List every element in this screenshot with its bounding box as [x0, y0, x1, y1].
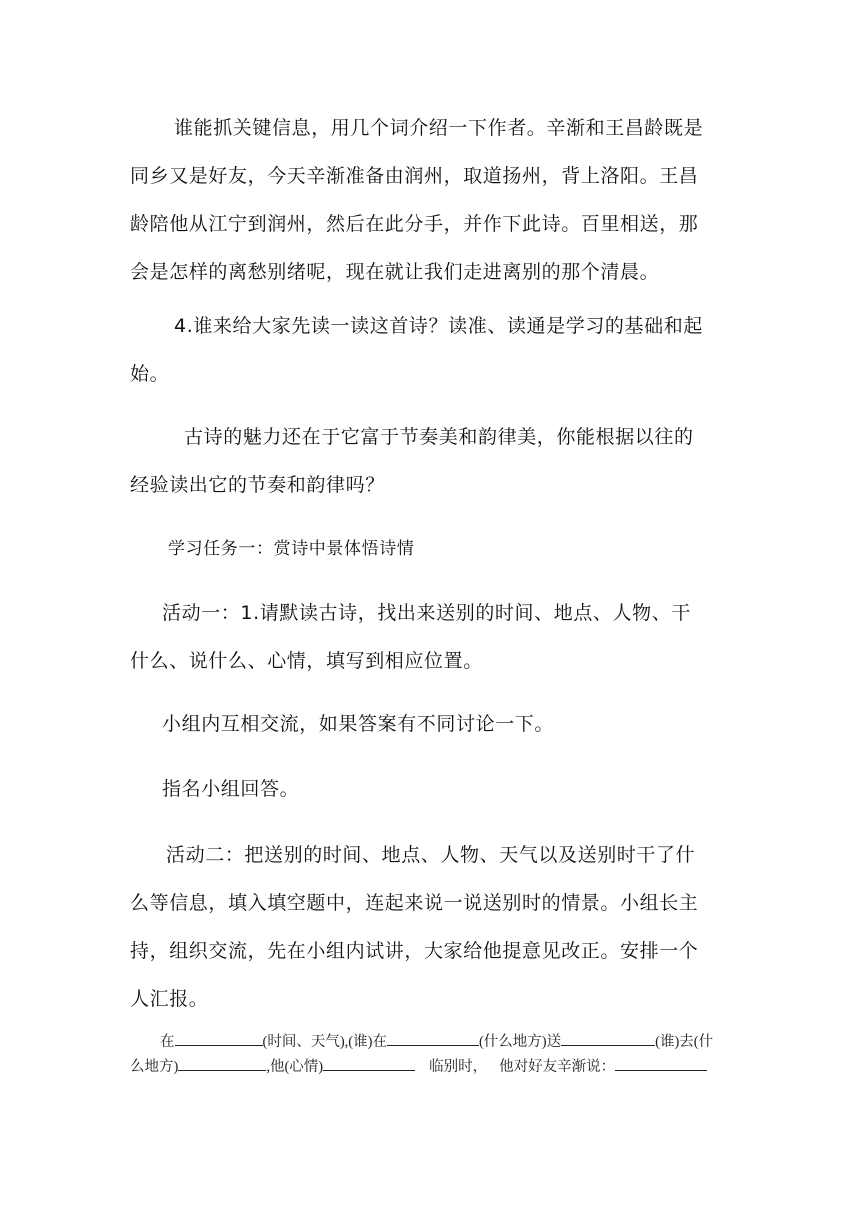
text-line: 学习任务一：赏诗中景体悟诗情 [168, 539, 415, 559]
fill-text: 么地方) [130, 1059, 179, 1075]
blank-place[interactable] [387, 1030, 479, 1046]
fill-text: 他对好友辛渐说： [499, 1059, 616, 1075]
fill-text: 临别时， [429, 1059, 488, 1075]
paragraph-discuss [162, 700, 762, 748]
paragraph-activity-one [130, 589, 730, 685]
text-line: 4.谁来给大家先读一读这首诗？读准、读通是学习的基础和起 [174, 315, 703, 337]
fill-text: (什么地方)送 [478, 1034, 562, 1050]
fill-text: (谁)去(什 [655, 1034, 714, 1050]
text-line: 人汇报。 [130, 988, 209, 1010]
paragraph-read-poem [130, 302, 730, 398]
text-line: 古诗的魅力还在于它富于节奏美和韵律美，你能根据以往的 [184, 426, 694, 448]
fill-text: ,他(心情) [266, 1059, 324, 1075]
blank-time-weather[interactable] [175, 1030, 263, 1046]
paragraph-answer [162, 765, 762, 813]
task-heading [168, 525, 768, 573]
blank-mood[interactable] [323, 1055, 415, 1071]
text-line: 持，组织交流，先在小组内试讲，大家给他提意见改正。安排一个 [130, 940, 699, 962]
paragraph-rhythm [130, 413, 730, 509]
fill-line [130, 1030, 740, 1055]
text-line: 龄陪他从江宁到润州，然后在此分手，并作下此诗。百里相送，那 [130, 213, 699, 235]
text-line: 会是怎样的离愁别绪呢，现在就让我们走进离别的那个清晨。 [130, 261, 660, 283]
text-line: 活动二：把送别的时间、地点、人物、天气以及送别时干了什 [166, 844, 696, 866]
text-line: 什么、说什么、心情，填写到相应位置。 [130, 650, 483, 672]
text-line: 经验读出它的节奏和韵律吗？ [130, 474, 385, 496]
text-line: 同乡又是好友，今天辛渐准备由润州，取道扬州，背上洛阳。王昌 [130, 165, 699, 187]
text-line: 谁能抓关键信息，用几个词介绍一下作者。辛渐和王昌龄既是 [174, 117, 704, 139]
fill-text: 在 [160, 1034, 175, 1050]
fill-text: (时间、天气),(谁)在 [262, 1034, 387, 1050]
blank-words[interactable] [615, 1055, 707, 1071]
paragraph-author-intro [130, 104, 730, 296]
blank-who[interactable] [561, 1030, 655, 1046]
text-line: 始。 [130, 363, 170, 385]
text-line: 小组内互相交流，如果答案有不同讨论一下。 [162, 713, 555, 735]
blank-destination[interactable] [178, 1055, 266, 1071]
text-line: 么等信息，填入填空题中，连起来说一说送别时的情景。小组长主 [130, 892, 699, 914]
fill-line [130, 1055, 740, 1080]
fill-in-exercise [130, 1030, 740, 1080]
text-line: 活动一：1.请默读古诗，找出来送别的时间、地点、人物、干 [162, 602, 691, 624]
paragraph-activity-two [130, 831, 730, 1023]
text-line: 指名小组回答。 [162, 778, 300, 800]
